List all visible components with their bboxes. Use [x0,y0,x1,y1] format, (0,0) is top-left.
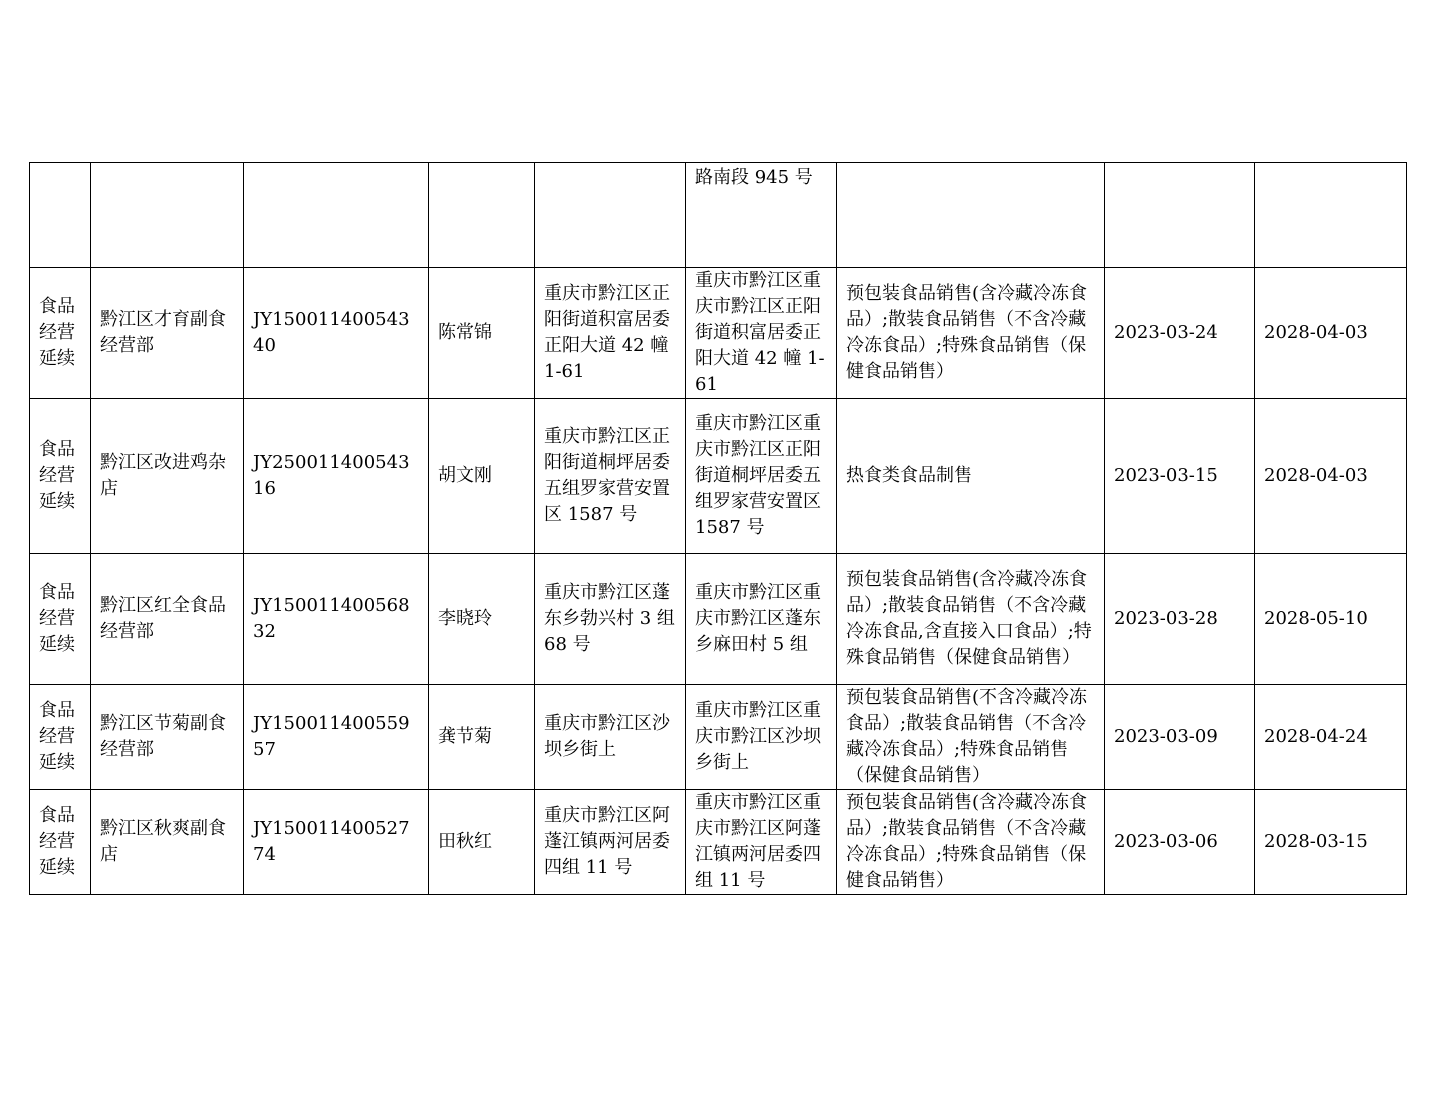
license-cell: JY15001140054340 [244,268,429,399]
name-cell [91,163,244,268]
scope-cell: 预包装食品销售(不含冷藏冷冻食品）;散装食品销售（不含冷藏冷冻食品）;特殊食品销售（保健食品销售） [837,685,1105,790]
type-cell: 食品经营延续 [30,554,91,685]
residence-cell: 重庆市黔江区沙坝乡街上 [535,685,686,790]
type-cell: 食品经营延续 [30,268,91,399]
expiry-date-cell: 2028-04-03 [1255,268,1407,399]
expiry-date-cell: 2028-03-15 [1255,790,1407,895]
scope-cell [837,163,1105,268]
residence-cell: 重庆市黔江区正阳街道积富居委正阳大道 42 幢 1-61 [535,268,686,399]
name-cell: 黔江区秋爽副食店 [91,790,244,895]
name-cell: 黔江区才育副食经营部 [91,268,244,399]
license-cell: JY15001140052774 [244,790,429,895]
name-cell: 黔江区节菊副食经营部 [91,685,244,790]
expiry-date-cell: 2028-04-24 [1255,685,1407,790]
expiry-date-cell [1255,163,1407,268]
table-row [30,399,1407,554]
business-address-cell: 重庆市黔江区重庆市黔江区正阳街道积富居委正阳大道 42 幢 1-61 [686,268,837,399]
person-cell: 陈常锦 [429,268,535,399]
business-address-cell: 重庆市黔江区重庆市黔江区阿蓬江镇两河居委四组 11 号 [686,790,837,895]
name-cell: 黔江区改进鸡杂店 [91,399,244,554]
scope-cell: 预包装食品销售(含冷藏冷冻食品）;散装食品销售（不含冷藏冷冻食品,含直接入口食品）;特殊食品销售（保健食品销售） [837,554,1105,685]
person-cell: 田秋红 [429,790,535,895]
residence-cell: 重庆市黔江区正阳街道桐坪居委五组罗家营安置区 1587 号 [535,399,686,554]
name-cell: 黔江区红全食品经营部 [91,554,244,685]
table-row [30,554,1407,685]
expiry-date-cell: 2028-05-10 [1255,554,1407,685]
business-address-cell: 重庆市黔江区重庆市黔江区蓬东乡麻田村 5 组 [686,554,837,685]
business-address-cell: 重庆市黔江区重庆市黔江区沙坝乡街上 [686,685,837,790]
table-row-continuation [30,163,1407,268]
expiry-date-cell: 2028-04-03 [1255,399,1407,554]
issue-date-cell [1105,163,1255,268]
table-row [30,790,1407,895]
issue-date-cell: 2023-03-28 [1105,554,1255,685]
type-cell: 食品经营延续 [30,399,91,554]
table-row [30,268,1407,399]
person-cell [429,163,535,268]
license-table [29,162,1407,895]
business-address-cell: 重庆市黔江区重庆市黔江区正阳街道桐坪居委五组罗家营安置区 1587 号 [686,399,837,554]
business-address-cell: 路南段 945 号 [686,163,837,268]
scope-cell: 预包装食品销售(含冷藏冷冻食品）;散装食品销售（不含冷藏冷冻食品）;特殊食品销售（保健食品销售） [837,268,1105,399]
type-cell: 食品经营延续 [30,685,91,790]
type-cell: 食品经营延续 [30,790,91,895]
residence-cell: 重庆市黔江区蓬东乡勃兴村 3 组 68 号 [535,554,686,685]
person-cell: 龚节菊 [429,685,535,790]
issue-date-cell: 2023-03-06 [1105,790,1255,895]
scope-cell: 预包装食品销售(含冷藏冷冻食品）;散装食品销售（不含冷藏冷冻食品）;特殊食品销售（保健食品销售） [837,790,1105,895]
license-cell: JY25001140054316 [244,399,429,554]
residence-cell: 重庆市黔江区阿蓬江镇两河居委四组 11 号 [535,790,686,895]
person-cell: 胡文刚 [429,399,535,554]
person-cell: 李晓玲 [429,554,535,685]
license-cell [244,163,429,268]
scope-cell: 热食类食品制售 [837,399,1105,554]
issue-date-cell: 2023-03-15 [1105,399,1255,554]
type-cell [30,163,91,268]
issue-date-cell: 2023-03-24 [1105,268,1255,399]
license-cell: JY15001140055957 [244,685,429,790]
license-cell: JY15001140056832 [244,554,429,685]
table-row [30,685,1407,790]
residence-cell [535,163,686,268]
issue-date-cell: 2023-03-09 [1105,685,1255,790]
